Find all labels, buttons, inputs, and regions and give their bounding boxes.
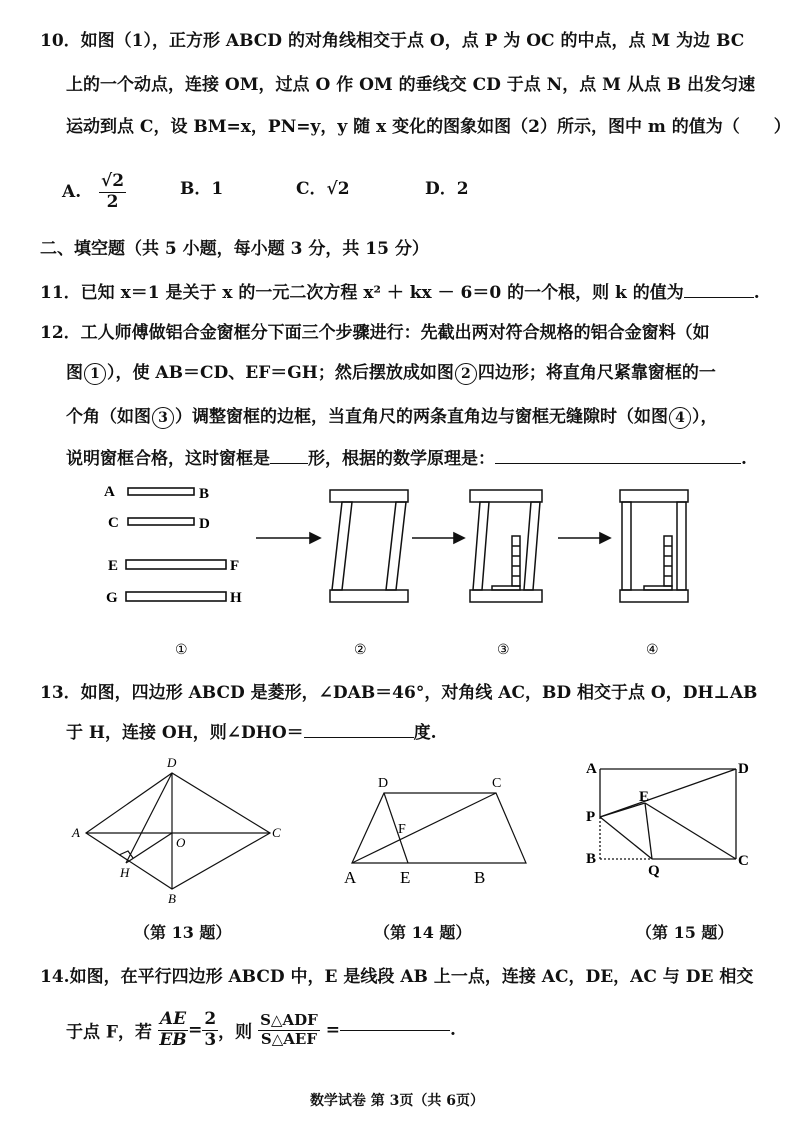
q12-line3-c: ）， — [692, 407, 718, 427]
fig15-label-a: A — [586, 761, 597, 777]
q14-fraction-ae-eb — [158, 1010, 188, 1050]
label-f: F — [230, 558, 240, 574]
bar-ab — [128, 488, 194, 495]
frac1-numerator: AE — [159, 1009, 187, 1029]
q12-line1: 12．工人师傅做铝合金窗框分下面三个步骤进行：先截出两对符合规格的铝合金窗料（如 — [40, 323, 710, 343]
q11-answer-blank[interactable] — [684, 297, 754, 298]
label-h: H — [230, 590, 242, 606]
fig13-label-o: O — [176, 835, 186, 850]
q10-option-c: C．√2 — [296, 179, 350, 199]
q13-line1: 13．如图，四边形 ABCD 是菱形，∠DAB＝46°，对角线 AC，BD 相交于点 O，DH⊥AB — [40, 683, 758, 703]
fig14-label-b: B — [474, 868, 486, 887]
option-a-numerator: √2 — [101, 171, 125, 191]
fig14-label-e: E — [400, 868, 411, 887]
label-b: B — [199, 486, 210, 502]
label-g: G — [106, 590, 118, 606]
fig13-label-b: B — [168, 891, 176, 906]
q12-window-frame-figures — [0, 470, 794, 670]
q12-line2-c: 四边形；将直角尺紧靠窗框的一 — [477, 363, 716, 383]
fig13-label-d: D — [167, 755, 177, 770]
label-d: D — [199, 516, 210, 532]
caption-fig3: ③ — [497, 643, 510, 658]
option-a-fraction — [99, 172, 126, 212]
frac3-numerator: S△ADF — [260, 1011, 318, 1030]
fig15-label-q: Q — [648, 863, 660, 879]
q14-equals-2: = — [325, 1020, 340, 1041]
q14-line1: 14.如图，在平行四边形 ABCD 中，E 是线段 AB 上一点，连接 AC，DE，AC 与 DE 相交 — [40, 967, 754, 987]
q11-question: 11．已知 x＝1 是关于 x 的一元二次方程 x² ＋ kx － 6＝0 的一个根，则 k 的值为 — [40, 283, 684, 303]
fig14-label-c: C — [492, 776, 502, 791]
q12-line3 — [66, 402, 718, 429]
fig14-label-a: A — [344, 868, 357, 887]
fig14-label-d: D — [378, 776, 389, 791]
q14-line2-b: ，则 — [218, 1022, 253, 1043]
q13-line2 — [66, 718, 437, 743]
q12-line2-a: 图 — [66, 363, 83, 383]
fig15-label-d: D — [738, 761, 749, 777]
fig15-label-b: B — [586, 851, 597, 867]
q10-option-a — [62, 172, 126, 212]
fig15-label-e: E — [639, 789, 650, 805]
q14-end: . — [449, 1020, 456, 1041]
q12-line4-b: 形，根据的数学原理是： — [308, 449, 495, 469]
q12-principle-blank[interactable] — [495, 463, 741, 464]
q10-line3: 运动到点 C，设 BM=x，PN=y，y 随 x 变化的图象如图（2）所示，图中 m 的值为（ ） — [66, 117, 791, 137]
circled-2: 2 — [455, 363, 477, 385]
q13-answer-blank[interactable] — [304, 737, 414, 738]
q12-line4-a: 说明窗框合格，这时窗框是 — [66, 449, 270, 469]
label-a: A — [104, 484, 115, 500]
q10-option-d: D．2 — [425, 179, 469, 199]
page-footer: 数学试卷 第 3页（共 6页） — [309, 1093, 485, 1109]
figure-15 — [600, 769, 736, 859]
bar-cd — [128, 518, 194, 525]
q13-q15-figures — [0, 755, 794, 925]
section-heading: 二、填空题（共 5 小题，每小题 3 分，共 15 分） — [40, 239, 429, 259]
fig15-label-c: C — [738, 853, 749, 869]
q11-text — [40, 278, 760, 303]
q14-line2 — [66, 1010, 456, 1050]
q10-option-b: B．1 — [180, 179, 224, 199]
q12-line4-end: . — [741, 449, 747, 469]
fig14-label-f: F — [398, 822, 406, 837]
circled-4: 4 — [669, 407, 691, 429]
circled-1: 1 — [84, 363, 106, 385]
circled-3: 3 — [152, 407, 174, 429]
frac3-denominator: S△AEF — [260, 1029, 317, 1048]
caption-q15: （第 15 题） — [636, 923, 734, 942]
bar-ef — [126, 560, 226, 569]
fig13-label-c: C — [272, 825, 281, 840]
q12-line2-b: ），使 AB＝CD、EF＝GH；然后摆放成如图 — [107, 363, 454, 383]
q14-line2-a: 于点 F，若 — [66, 1022, 152, 1043]
fig13-label-a: A — [72, 825, 80, 840]
fig15-label-p: P — [586, 809, 596, 825]
figure-3-frame — [470, 490, 542, 602]
caption-fig2: ② — [354, 643, 367, 658]
q11-end: . — [753, 283, 760, 303]
option-a-label: A. — [62, 182, 82, 203]
frac2-numerator: 2 — [204, 1009, 217, 1029]
caption-q14: （第 14 题） — [374, 923, 472, 942]
frac2-denominator: 3 — [204, 1029, 217, 1050]
caption-fig4: ④ — [646, 643, 659, 658]
q14-fraction-area — [258, 1012, 320, 1048]
q10-line2: 上的一个动点，连接 OM，过点 O 作 OM 的垂线交 CD 于点 N，点 M 从点 B 出发匀速 — [66, 75, 756, 95]
figure-4-frame — [620, 490, 688, 602]
figure-14 — [352, 793, 526, 863]
option-a-denominator: 2 — [106, 191, 119, 212]
q14-equals: = — [188, 1020, 203, 1041]
label-c: C — [108, 515, 119, 531]
q13-line2-a: 于 H，连接 OH，则∠DHO＝ — [66, 723, 304, 743]
q14-fraction-2-3 — [202, 1010, 218, 1050]
label-e: E — [108, 558, 119, 574]
q12-shape-blank[interactable] — [270, 463, 308, 464]
q13-line2-b: 度. — [413, 723, 437, 743]
q12-line2 — [66, 358, 716, 385]
q12-line4 — [66, 444, 747, 469]
caption-fig1: ① — [175, 643, 188, 658]
fig13-label-h: H — [120, 865, 130, 880]
frac1-denominator: EB — [159, 1029, 187, 1050]
figure-13 — [86, 773, 270, 889]
q14-answer-blank[interactable] — [340, 1030, 450, 1031]
caption-q13: （第 13 题） — [134, 923, 232, 942]
figure-2-frame — [330, 490, 408, 602]
q12-line3-a: 个角（如图 — [66, 407, 151, 427]
q12-line3-b: ）调整窗框的边框，当直角尺的两条直角边与窗框无缝隙时（如图 — [175, 407, 668, 427]
q10-line1: 10．如图（1），正方形 ABCD 的对角线相交于点 O，点 P 为 OC 的中点，点 M 为边 BC — [40, 31, 745, 51]
bar-gh — [126, 592, 226, 601]
